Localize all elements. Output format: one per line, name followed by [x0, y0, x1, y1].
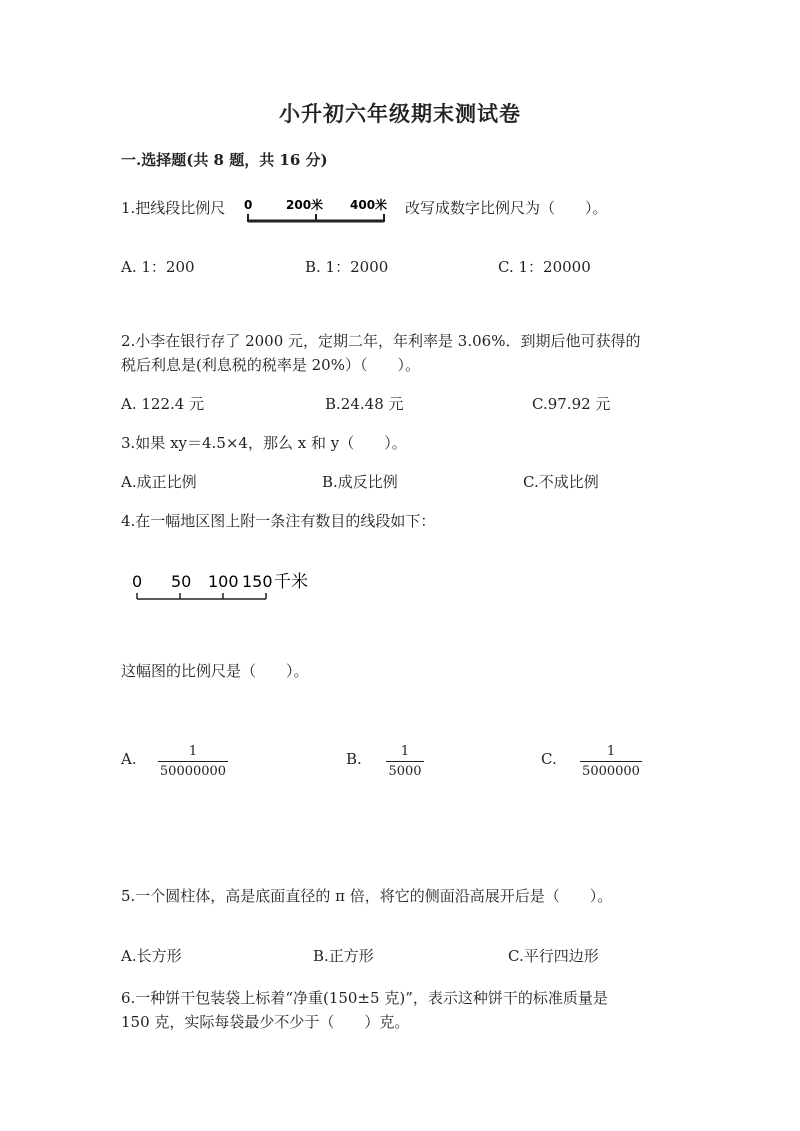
q6-text-line1: 6.一种饼干包装袋上标着“净重(150±5 克)”，表示这种饼干的标准质量是: [121, 989, 608, 1007]
q4-scale-label-0: 0: [132, 572, 143, 591]
q2-option-c: C.97.92 元: [532, 395, 611, 413]
q4-text: 4.在一幅地区图上附一条注有数目的线段如下：: [121, 512, 436, 530]
q4-option-c-fraction: [580, 745, 642, 778]
q6-text-line2: 150 克，实际每袋最少不少于（ ）克。: [121, 1013, 410, 1031]
q1-text-before: 1.把线段比例尺: [121, 199, 226, 217]
fraction-denominator: 5000000: [582, 764, 640, 779]
q5-option-a: A.长方形: [121, 947, 182, 965]
q4-option-a-fraction: [158, 745, 228, 778]
q4-scale-label-150: 150: [242, 572, 273, 591]
q1-option-a: A. 1：200: [121, 258, 195, 276]
q2-option-b: B.24.48 元: [325, 395, 404, 413]
q4-scale-label-100: 100: [208, 572, 239, 591]
q1-option-c: C. 1：20000: [498, 258, 591, 276]
fraction-numerator: 1: [188, 744, 198, 759]
q4-question: 这幅图的比例尺是（ ）。: [121, 662, 309, 680]
page-title: 小升初六年级期末测试卷: [279, 101, 521, 126]
q4-option-a-label: A.: [121, 750, 137, 768]
q5-option-b: B.正方形: [313, 947, 374, 965]
q1-text-after: 改写成数字比例尺为（ ）。: [405, 199, 608, 217]
fraction-denominator: 5000: [388, 764, 422, 779]
fraction-numerator: 1: [400, 744, 410, 759]
q4-scale-label-50: 50: [171, 572, 192, 591]
q1-segment-scale: [242, 194, 398, 228]
q4-scale-unit: 千米: [274, 572, 308, 592]
q1-scale-label-200: 200米: [286, 198, 324, 212]
q3-option-a: A.成正比例: [121, 473, 197, 491]
q4-option-b-label: B.: [346, 750, 362, 768]
q2-text-line1: 2.小李在银行存了 2000 元，定期二年，年利率是 3.06%．到期后他可获得的: [121, 332, 641, 350]
section-heading: 一.选择题(共 8 题，共 16 分): [121, 151, 328, 169]
q4-option-b-fraction: [386, 745, 424, 778]
q4-option-c-label: C.: [541, 750, 557, 768]
fraction-denominator: 50000000: [159, 764, 227, 779]
q3-option-b: B.成反比例: [322, 473, 398, 491]
q5-text: 5.一个圆柱体，高是底面直径的 π 倍，将它的侧面沿高展开后是（ ）。: [121, 887, 613, 905]
q2-text-line2: 税后利息是(利息税的税率是 20%）（ ）。: [121, 356, 420, 374]
q1-scale-label-400: 400米: [350, 198, 388, 212]
q3-option-c: C.不成比例: [523, 473, 599, 491]
q3-text: 3.如果 xy＝4.5×4，那么 x 和 y（ ）。: [121, 434, 407, 452]
q5-option-c: C.平行四边形: [508, 947, 599, 965]
q2-option-a: A. 122.4 元: [121, 395, 205, 413]
q4-segment-scale: [128, 568, 328, 604]
q1-scale-label-0: 0: [244, 198, 253, 212]
fraction-numerator: 1: [606, 744, 616, 759]
q1-option-b: B. 1：2000: [305, 258, 389, 276]
